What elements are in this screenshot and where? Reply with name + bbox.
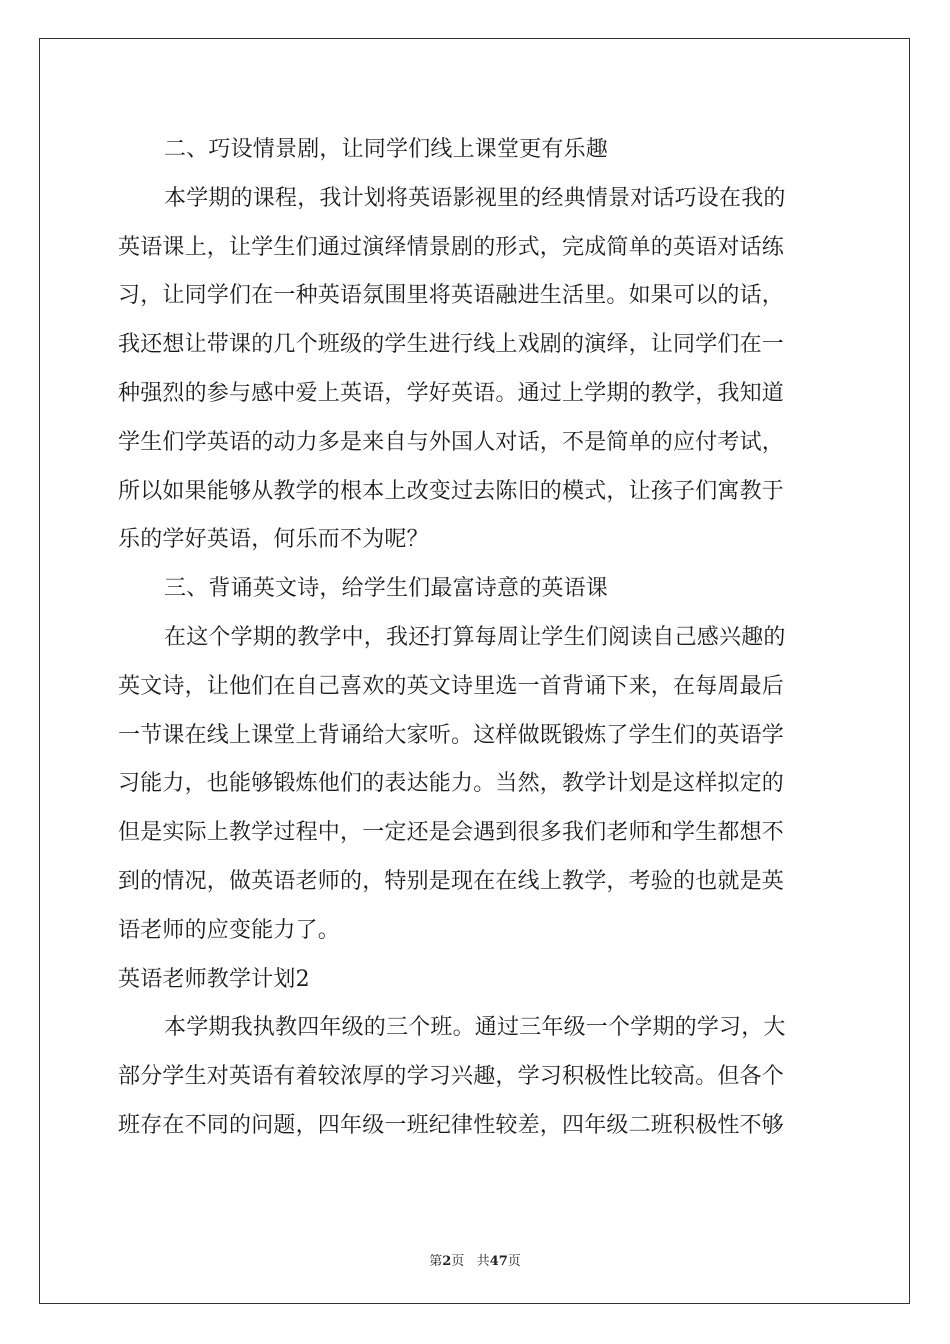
section-heading-3: 三、背诵英文诗，给学生们最富诗意的英语课 xyxy=(164,576,609,602)
paragraph-line: 一节课在线上课堂上背诵给大家听。这样做既锻炼了学生们的英语学 xyxy=(118,722,785,748)
paragraph-line: 学生们学英语的动力多是来自与外国人对话，不是简单的应付考试， xyxy=(118,429,785,455)
paragraph-line: 习能力，也能够锻炼他们的表达能力。当然，教学计划是这样拟定的 xyxy=(118,771,785,797)
paragraph-line: 乐的学好英语，何乐而不为呢？ xyxy=(118,527,429,553)
paragraph-line: 本学期我执教四年级的三个班。通过三年级一个学期的学习，大 xyxy=(164,1015,786,1041)
paragraph-line: 我还想让带课的几个班级的学生进行线上戏剧的演绎，让同学们在一 xyxy=(118,332,785,358)
total-pages: 47 xyxy=(489,1254,508,1269)
paragraph-line: 班存在不同的问题，四年级一班纪律性较差，四年级二班积极性不够 xyxy=(118,1112,785,1138)
paragraph-line: 所以如果能够从教学的根本上改变过去陈旧的模式，让孩子们寓教于 xyxy=(118,478,785,504)
page-footer xyxy=(0,1250,950,1269)
document-body xyxy=(118,126,838,1151)
total-suffix: 页 xyxy=(507,1254,521,1269)
page-suffix: 页 xyxy=(451,1254,465,1269)
page-number: 2 xyxy=(442,1254,452,1269)
paragraph-line: 本学期的课程，我计划将英语影视里的经典情景对话巧设在我的 xyxy=(164,185,786,211)
paragraph-line: 种强烈的参与感中爱上英语，学好英语。通过上学期的教学，我知道 xyxy=(118,380,785,406)
paragraph-line: 语老师的应变能力了。 xyxy=(118,917,341,943)
document-title: 英语老师教学计划2 xyxy=(118,966,310,992)
paragraph-line: 在这个学期的教学中，我还打算每周让学生们阅读自己感兴趣的 xyxy=(164,624,786,650)
paragraph-line: 但是实际上教学过程中，一定还是会遇到很多我们老师和学生都想不 xyxy=(118,820,785,846)
page-prefix: 第 xyxy=(429,1254,443,1269)
paragraph-line: 英语课上，让学生们通过演绎情景剧的形式，完成简单的英语对话练 xyxy=(118,234,785,260)
paragraph-line: 部分学生对英语有着较浓厚的学习兴趣，学习积极性比较高。但各个 xyxy=(118,1064,785,1090)
paragraph-line: 到的情况，做英语老师的，特别是现在在线上教学，考验的也就是英 xyxy=(118,868,785,894)
paragraph-line: 英文诗，让他们在自己喜欢的英文诗里选一首背诵下来，在每周最后 xyxy=(118,673,785,699)
section-heading-2: 二、巧设情景剧，让同学们线上课堂更有乐趣 xyxy=(164,137,609,162)
total-prefix: 共 xyxy=(476,1254,490,1269)
paragraph-line: 习，让同学们在一种英语氛围里将英语融进生活里。如果可以的话， xyxy=(118,283,785,309)
